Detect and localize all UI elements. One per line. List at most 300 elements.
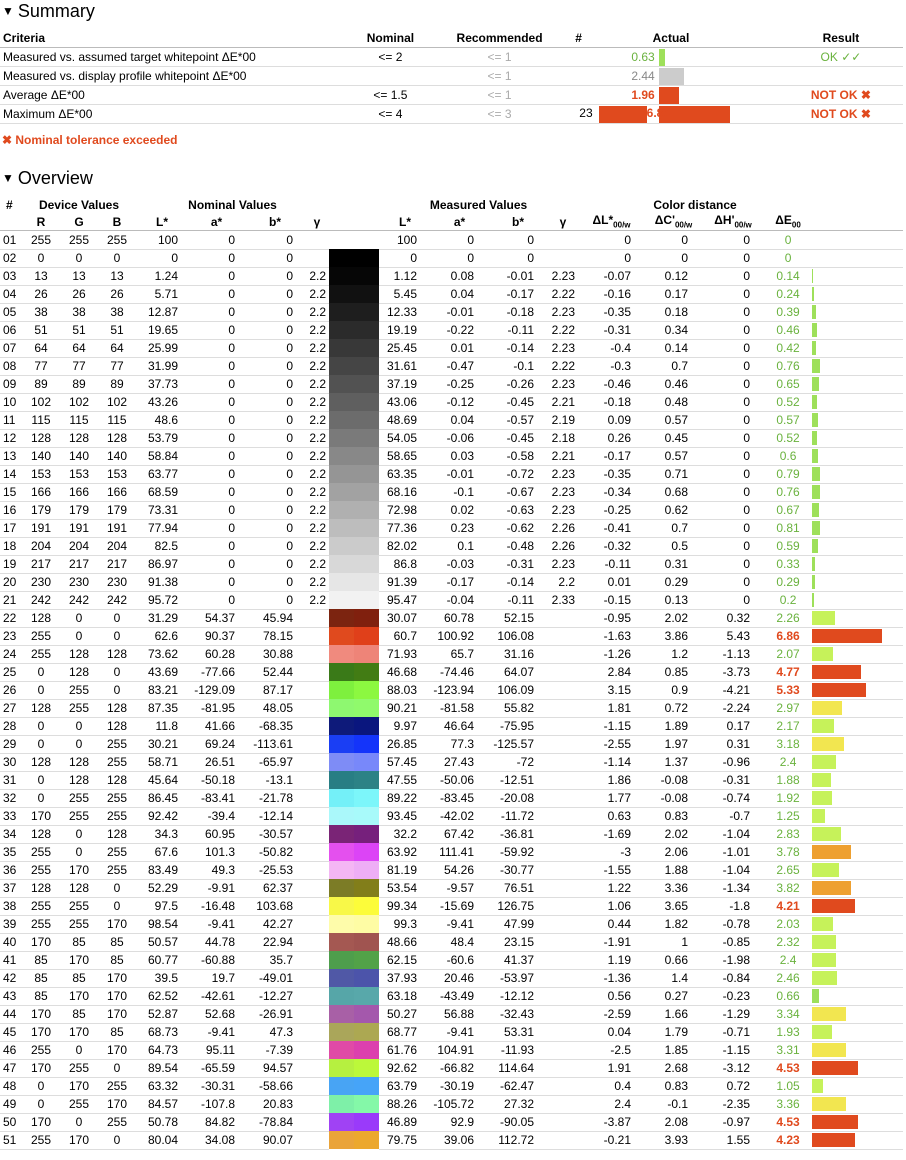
- measured-l: 95.47: [379, 591, 431, 609]
- r-value: 255: [22, 1131, 60, 1149]
- r-value: 0: [22, 681, 60, 699]
- measured-b: -72: [488, 753, 548, 771]
- nominal-a: 90.37: [188, 627, 245, 645]
- measured-gamma: [548, 789, 578, 807]
- patch-num: 41: [0, 951, 22, 969]
- delta-l: 3.15: [578, 681, 645, 699]
- delta-e-bar-cell: [812, 1059, 903, 1077]
- g-value: 115: [60, 411, 98, 429]
- delta-h: -0.78: [702, 915, 764, 933]
- delta-e-bar: [812, 521, 820, 535]
- delta-e: 0.46: [764, 321, 812, 339]
- measured-a: -0.06: [431, 429, 488, 447]
- summary-heading[interactable]: ▼ Summary: [2, 1, 95, 21]
- nominal-b: 0: [245, 249, 305, 267]
- nominal-a: -83.41: [188, 789, 245, 807]
- measured-b: 0: [488, 231, 548, 250]
- r-value: 170: [22, 933, 60, 951]
- g-value: 128: [60, 663, 98, 681]
- nominal-l: 43.26: [136, 393, 188, 411]
- actual-bar: [659, 68, 684, 85]
- nominal-swatch: [329, 465, 354, 483]
- delta-e: 0.59: [764, 537, 812, 555]
- overview-row: [0, 663, 903, 681]
- color-swatch: [329, 537, 379, 555]
- overview-row: [0, 1023, 903, 1041]
- delta-l-header: $\Delta L*_{00/w}$: [578, 213, 645, 231]
- delta-e-bar: [812, 809, 825, 823]
- delta-l: -0.35: [578, 303, 645, 321]
- measured-gamma: [548, 681, 578, 699]
- nominal-l: 92.42: [136, 807, 188, 825]
- g-value: 128: [60, 429, 98, 447]
- delta-c: -0.1: [645, 1095, 702, 1113]
- measured-a: 27.43: [431, 753, 488, 771]
- nominal-swatch: [329, 717, 354, 735]
- actual-value: 1.96: [631, 88, 655, 102]
- measured-b: -0.67: [488, 483, 548, 501]
- nominal-l: 63.77: [136, 465, 188, 483]
- delta-l: -0.46: [578, 375, 645, 393]
- measured-swatch: [354, 663, 379, 681]
- nominal-gamma: 2.2: [305, 411, 329, 429]
- color-swatch: [329, 249, 379, 267]
- delta-h: -0.31: [702, 771, 764, 789]
- nominal-l: 73.31: [136, 501, 188, 519]
- measured-l: 92.62: [379, 1059, 431, 1077]
- delta-c: 0.62: [645, 501, 702, 519]
- color-swatch: [329, 627, 379, 645]
- nominal-b: 87.17: [245, 681, 305, 699]
- b-value: 102: [98, 393, 136, 411]
- delta-e: 1.93: [764, 1023, 812, 1041]
- delta-l: 1.19: [578, 951, 645, 969]
- actual-bar: [659, 87, 679, 104]
- nominal-gamma: [305, 771, 329, 789]
- measured-l: 19.19: [379, 321, 431, 339]
- nominal-l: 83.21: [136, 681, 188, 699]
- nominal-gamma: 2.2: [305, 501, 329, 519]
- delta-e-bar-cell: [812, 843, 903, 861]
- delta-c: 0.27: [645, 987, 702, 1005]
- patch-num: 44: [0, 1005, 22, 1023]
- delta-e: 2.97: [764, 699, 812, 717]
- delta-e-bar: [812, 1043, 846, 1057]
- nominal-l: 62.52: [136, 987, 188, 1005]
- nominal-b: 47.3: [245, 1023, 305, 1041]
- actual-cell: [599, 105, 670, 124]
- measured-l: 60.7: [379, 627, 431, 645]
- overview-row: [0, 987, 903, 1005]
- delta-e: 3.34: [764, 1005, 812, 1023]
- delta-e-bar: [812, 1025, 832, 1039]
- nominal-a: 0: [188, 483, 245, 501]
- measured-l: 31.61: [379, 357, 431, 375]
- r-value: 191: [22, 519, 60, 537]
- delta-e: 2.32: [764, 933, 812, 951]
- measured-gamma: [548, 1113, 578, 1131]
- actual-cell: [599, 48, 659, 67]
- b-value: 128: [98, 645, 136, 663]
- color-swatch: [329, 753, 379, 771]
- delta-c: 0.31: [645, 555, 702, 573]
- delta-e-bar-cell: [812, 987, 903, 1005]
- nominal-a: 44.78: [188, 933, 245, 951]
- result-cell: NOT OK ✖: [779, 105, 903, 124]
- delta-h: -4.21: [702, 681, 764, 699]
- nominal-a: 0: [188, 375, 245, 393]
- patch-num: 29: [0, 735, 22, 753]
- color-swatch: [329, 393, 379, 411]
- delta-c: 2.02: [645, 609, 702, 627]
- collapse-triangle-icon[interactable]: ▼: [2, 4, 14, 18]
- measured-swatch: [354, 843, 379, 861]
- overview-row: [0, 879, 903, 897]
- nominal-gamma: [305, 807, 329, 825]
- patch-num: 09: [0, 375, 22, 393]
- patch-num: 32: [0, 789, 22, 807]
- b-value: 85: [98, 951, 136, 969]
- nominal-b: -7.39: [245, 1041, 305, 1059]
- nominal-l: 53.79: [136, 429, 188, 447]
- patch-num: 18: [0, 537, 22, 555]
- measured-b: 0: [488, 249, 548, 267]
- nominal-a: -107.8: [188, 1095, 245, 1113]
- color-swatch: [329, 429, 379, 447]
- measured-swatch: [354, 321, 379, 339]
- delta-e: 3.82: [764, 879, 812, 897]
- measured-l: 63.79: [379, 1077, 431, 1095]
- r-value: 38: [22, 303, 60, 321]
- nominal-l: 95.72: [136, 591, 188, 609]
- r-value: 217: [22, 555, 60, 573]
- measured-l: 1.12: [379, 267, 431, 285]
- delta-c: 0.12: [645, 267, 702, 285]
- color-swatch: [329, 555, 379, 573]
- collapse-triangle-icon[interactable]: ▼: [2, 171, 14, 185]
- delta-c: 0.57: [645, 411, 702, 429]
- g-value: 128: [60, 645, 98, 663]
- measured-b: 52.15: [488, 609, 548, 627]
- measured-swatch: [354, 339, 379, 357]
- delta-l: 0.44: [578, 915, 645, 933]
- overview-row: [0, 267, 903, 285]
- summary-row: [0, 86, 903, 105]
- b-value: 128: [98, 825, 136, 843]
- delta-c: 0.85: [645, 663, 702, 681]
- delta-c: 0.83: [645, 807, 702, 825]
- delta-e-bar: [812, 791, 832, 805]
- measured-swatch: [354, 753, 379, 771]
- delta-e-bar: [812, 287, 814, 301]
- delta-h: 5.43: [702, 627, 764, 645]
- measured-b: -11.72: [488, 807, 548, 825]
- patch-num: 39: [0, 915, 22, 933]
- color-swatch: [329, 447, 379, 465]
- delta-e-bar: [812, 503, 819, 517]
- nominal-a: -39.4: [188, 807, 245, 825]
- nominal-b: 45.94: [245, 609, 305, 627]
- nominal-swatch: [329, 771, 354, 789]
- delta-c: 2.68: [645, 1059, 702, 1077]
- measured-a: -60.6: [431, 951, 488, 969]
- measured-a: 54.26: [431, 861, 488, 879]
- nominal-l: 73.62: [136, 645, 188, 663]
- b-value: 128: [98, 429, 136, 447]
- delta-c: 1.4: [645, 969, 702, 987]
- delta-e-bar-cell: [812, 411, 903, 429]
- delta-h: 0.32: [702, 609, 764, 627]
- color-swatch: [329, 915, 379, 933]
- delta-c: 1.89: [645, 717, 702, 735]
- delta-l: -1.15: [578, 717, 645, 735]
- recommended-cell: <= 1: [440, 67, 558, 86]
- measured-b: -12.51: [488, 771, 548, 789]
- delta-e-bar-cell: [812, 375, 903, 393]
- nominal-gamma: [305, 843, 329, 861]
- b-value: 115: [98, 411, 136, 429]
- delta-l: -0.17: [578, 447, 645, 465]
- color-swatch: [329, 357, 379, 375]
- overview-row: [0, 537, 903, 555]
- delta-e: 0.65: [764, 375, 812, 393]
- r-value: 242: [22, 591, 60, 609]
- measured-b: -0.17: [488, 285, 548, 303]
- measured-b: 126.75: [488, 897, 548, 915]
- delta-c: 0.17: [645, 285, 702, 303]
- g-value: 0: [60, 627, 98, 645]
- measured-swatch: [354, 987, 379, 1005]
- b-value: 0: [98, 897, 136, 915]
- overview-row: [0, 699, 903, 717]
- delta-e: 2.46: [764, 969, 812, 987]
- delta-e-bar-cell: [812, 951, 903, 969]
- nominal-gamma: [305, 825, 329, 843]
- measured-l: 63.18: [379, 987, 431, 1005]
- color-swatch: [329, 501, 379, 519]
- nominal-swatch: [329, 753, 354, 771]
- b-value: 255: [98, 789, 136, 807]
- measured-l: 86.8: [379, 555, 431, 573]
- delta-c: 1.88: [645, 861, 702, 879]
- overview-heading[interactable]: ▼ Overview: [2, 168, 93, 188]
- r-value: 153: [22, 465, 60, 483]
- overview-row: [0, 519, 903, 537]
- measured-gamma: 2.21: [548, 447, 578, 465]
- measured-gamma: 2.2: [548, 573, 578, 591]
- r-value: 170: [22, 1023, 60, 1041]
- delta-e-bar: [812, 467, 820, 481]
- measured-a: 77.3: [431, 735, 488, 753]
- delta-l: 1.06: [578, 897, 645, 915]
- measured-l: 48.69: [379, 411, 431, 429]
- color-swatch: [329, 1131, 379, 1149]
- delta-h: 0: [702, 231, 764, 250]
- patch-num: 19: [0, 555, 22, 573]
- measured-gamma: 2.33: [548, 591, 578, 609]
- r-value: 51: [22, 321, 60, 339]
- patch-num: 05: [0, 303, 22, 321]
- delta-e: 0.52: [764, 393, 812, 411]
- delta-l: 2.84: [578, 663, 645, 681]
- nominal-b: 0: [245, 375, 305, 393]
- measured-b: -12.12: [488, 987, 548, 1005]
- measured-b: -0.18: [488, 303, 548, 321]
- nominal-a: 0: [188, 393, 245, 411]
- nominal-b: 0: [245, 285, 305, 303]
- nominal-a: 0: [188, 231, 245, 250]
- measured-a: -42.02: [431, 807, 488, 825]
- nominal-swatch: [329, 231, 354, 249]
- nominal-swatch: [329, 501, 354, 519]
- b-value: 51: [98, 321, 136, 339]
- patch-swatch: [599, 106, 647, 123]
- measured-gamma: [548, 717, 578, 735]
- delta-e-bar-cell: [812, 699, 903, 717]
- delta-e: 3.36: [764, 1095, 812, 1113]
- nominal-gamma: [305, 249, 329, 267]
- r-value: 170: [22, 807, 60, 825]
- b-value: 85: [98, 933, 136, 951]
- device-values-header: Device Values: [38, 197, 120, 212]
- delta-e: 0.6: [764, 447, 812, 465]
- overview-row: [0, 681, 903, 699]
- measured-a: -0.01: [431, 465, 488, 483]
- measured-gamma: 2.23: [548, 375, 578, 393]
- delta-l: -0.3: [578, 357, 645, 375]
- measured-swatch: [354, 249, 379, 267]
- r-value: 170: [22, 1005, 60, 1023]
- measured-gamma: [548, 663, 578, 681]
- nominal-swatch: [329, 627, 354, 645]
- delta-e: 2.4: [764, 951, 812, 969]
- nominal-a: 0: [188, 537, 245, 555]
- nominal-l: 60.77: [136, 951, 188, 969]
- measured-l: 100: [379, 231, 431, 250]
- measured-b: 76.51: [488, 879, 548, 897]
- r-value: 128: [22, 825, 60, 843]
- nominal-l: 63.32: [136, 1077, 188, 1095]
- color-swatch: [329, 1077, 379, 1095]
- b-value: 0: [98, 609, 136, 627]
- nominal-a: 0: [188, 555, 245, 573]
- patch-num: 30: [0, 753, 22, 771]
- measured-l: 93.45: [379, 807, 431, 825]
- r-value: 255: [22, 645, 60, 663]
- nominal-b: -26.91: [245, 1005, 305, 1023]
- delta-e: 4.77: [764, 663, 812, 681]
- nominal-gamma: 2.2: [305, 519, 329, 537]
- actual-value: 2.44: [631, 69, 655, 83]
- measured-b: -90.05: [488, 1113, 548, 1131]
- b-value: 13: [98, 267, 136, 285]
- delta-h: -0.97: [702, 1113, 764, 1131]
- delta-e-bar: [812, 899, 855, 913]
- measured-swatch: [354, 915, 379, 933]
- patch-num: 07: [0, 339, 22, 357]
- nominal-b: 0: [245, 447, 305, 465]
- delta-h: -1.04: [702, 861, 764, 879]
- delta-e-bar-cell: [812, 591, 903, 609]
- actual-header: Actual: [599, 29, 779, 48]
- nominal-l: 43.69: [136, 663, 188, 681]
- delta-l: -0.35: [578, 465, 645, 483]
- delta-c: 3.86: [645, 627, 702, 645]
- b-value: 255: [98, 753, 136, 771]
- delta-l: 1.77: [578, 789, 645, 807]
- patch-num: 45: [0, 1023, 22, 1041]
- nominal-gamma: [305, 951, 329, 969]
- nominal-a: 0: [188, 339, 245, 357]
- delta-e-bar-cell: [812, 519, 903, 537]
- delta-c: 1.82: [645, 915, 702, 933]
- nominal-a: 54.37: [188, 609, 245, 627]
- actual-bar-cell: [659, 67, 779, 86]
- delta-e-bar-cell: [812, 1005, 903, 1023]
- measured-l: 0: [379, 249, 431, 267]
- delta-e: 0.24: [764, 285, 812, 303]
- g-value: 255: [60, 897, 98, 915]
- measured-l: 58.65: [379, 447, 431, 465]
- nominal-gamma: 2.2: [305, 375, 329, 393]
- delta-h: 0: [702, 375, 764, 393]
- color-swatch: [329, 843, 379, 861]
- nominal-swatch: [329, 915, 354, 933]
- delta-c: 0: [645, 231, 702, 250]
- delta-e-bar-cell: [812, 555, 903, 573]
- measured-swatch: [354, 1095, 379, 1113]
- nominal-b: 0: [245, 519, 305, 537]
- measured-swatch: [354, 807, 379, 825]
- measured-swatch: [354, 1131, 379, 1149]
- r-value: 128: [22, 699, 60, 717]
- overview-row: [0, 627, 903, 645]
- measured-l: 50.27: [379, 1005, 431, 1023]
- delta-e: 0.39: [764, 303, 812, 321]
- nominal-l: 67.6: [136, 843, 188, 861]
- criteria-cell: Measured vs. display profile whitepoint ΔE*00: [0, 67, 340, 86]
- delta-l: -1.69: [578, 825, 645, 843]
- nominal-l: 31.29: [136, 609, 188, 627]
- measured-l: 99.34: [379, 897, 431, 915]
- criteria-header: Criteria: [0, 29, 340, 48]
- nominal-gamma: [305, 627, 329, 645]
- delta-e: 0: [764, 249, 812, 267]
- measured-a: 0: [431, 249, 488, 267]
- g-value: 140: [60, 447, 98, 465]
- g-value: 89: [60, 375, 98, 393]
- nominal-swatch: [329, 1023, 354, 1041]
- delta-e-bar: [812, 1115, 858, 1129]
- measured-a: -9.41: [431, 915, 488, 933]
- measured-a: -123.94: [431, 681, 488, 699]
- measured-a: 60.78: [431, 609, 488, 627]
- nominal-gamma: [305, 645, 329, 663]
- measured-a: -0.1: [431, 483, 488, 501]
- nominal-b: -65.97: [245, 753, 305, 771]
- nominal-b: -68.35: [245, 717, 305, 735]
- delta-c: 1.85: [645, 1041, 702, 1059]
- delta-e: 0.66: [764, 987, 812, 1005]
- nominal-a: 0: [188, 267, 245, 285]
- measured-swatch: [354, 789, 379, 807]
- delta-c: 0.7: [645, 519, 702, 537]
- measured-b: -0.31: [488, 555, 548, 573]
- overview-row: [0, 303, 903, 321]
- measured-gamma: [548, 1059, 578, 1077]
- nominal-swatch: [329, 861, 354, 879]
- delta-e-bar-cell: [812, 321, 903, 339]
